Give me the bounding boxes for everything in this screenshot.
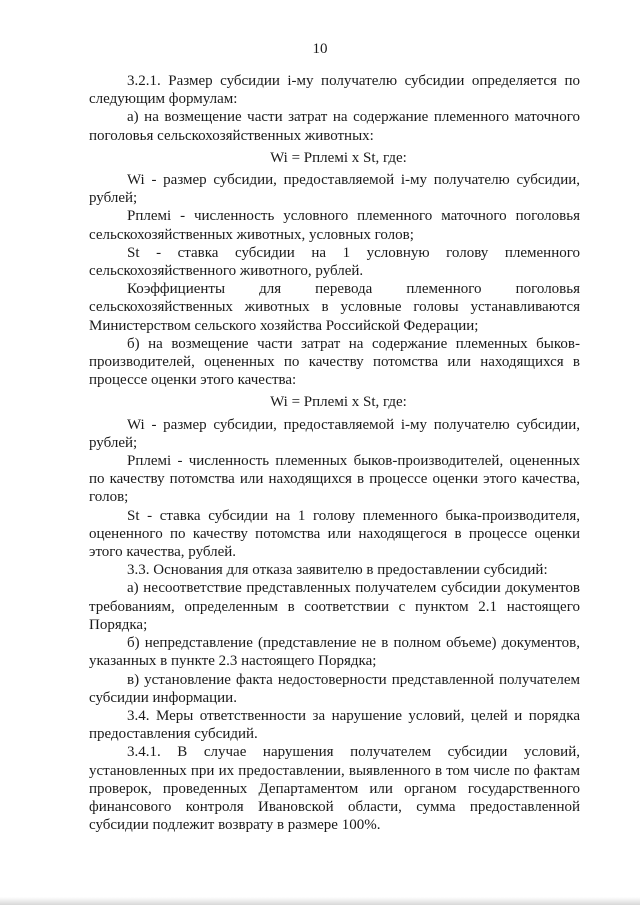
definition-st-1: St - ставка субсидии на 1 условную голову племенного сельскохозяйственного животного, рублей. (89, 244, 580, 280)
refusal-item-b: б) непредставление (представление не в полном объеме) документов, указанных в пункте 2.3 настоящего Порядка; (89, 635, 580, 670)
definition-wi-2: Wi - размер субсидии, предоставляемой i-му получателю субсидии, рублей; (89, 416, 580, 451)
definition-st-2: St - ставка субсидии на 1 голову племенного быка-производителя, оцененного по качеству потомства или находящегося в процессе оценки этого качества, рублей. (89, 507, 580, 561)
formula-2: Wi = Рплемі x St, где: (270, 394, 407, 411)
refusal-item-a: а) несоответствие представленных получателем субсидии документов требованиям, определенным в соответствии с пунктом 2.1 настоящего Порядка; (89, 580, 580, 633)
scan-bottom-edge (0, 897, 640, 905)
item-a-breeding-stock: а) на возмещение части затрат на содержание племенного маточного поголовья сельскохозяйственных животных: (89, 109, 580, 144)
document-body (89, 72, 580, 834)
definition-pplem-1: Рплемі - численность условного племенного маточного поголовья сельскохозяйственных животных, условных голов; (89, 208, 580, 243)
formula-1: Wi = Рплемі x St, где: (270, 149, 407, 166)
paragraph-3-3: 3.3. Основания для отказа заявителю в предоставлении субсидий: (127, 562, 548, 579)
page-number: 10 (312, 41, 328, 57)
paragraph-3-2-1: 3.2.1. Размер субсидии i-му получателю субсидии определяется по следующим формулам: (89, 73, 580, 108)
definition-pplem-2: Рплемі - численность племенных быков-производителей, оцененных по качеству потомства или находящихся в процессе оценки этого качества, голов; (89, 453, 580, 506)
coefficients-paragraph: Коэффициенты для перевода племенного поголовья сельскохозяйственных животных в условные головы устанавливаются Министерством сельского хозяйства Российской Федерации; (89, 281, 580, 334)
item-b-bulls: б) на возмещение части затрат на содержание племенных быков-производителей, оцененных по качеству потомства или находящихся в процессе оценки этого качества: (89, 335, 580, 389)
paragraph-3-4-1: 3.4.1. В случае нарушения получателем субсидии условий, установленных при их предоставлении, выявленного в том числе по фактам проверок, проведенных Департаментом или органом государственного финансового контроля Ивановской области, сумма предоставленной субсидии подлежит возврату в размере 100%. (89, 744, 580, 834)
definition-wi-1: Wi - размер субсидии, предоставляемой i-му получателю субсидии, рублей; (89, 172, 580, 207)
refusal-item-c: в) установление факта недостоверности представленной получателем субсидии информации. (89, 671, 580, 706)
paragraph-3-4: 3.4. Меры ответственности за нарушение условий, целей и порядка предоставления субсидий. (89, 707, 580, 743)
